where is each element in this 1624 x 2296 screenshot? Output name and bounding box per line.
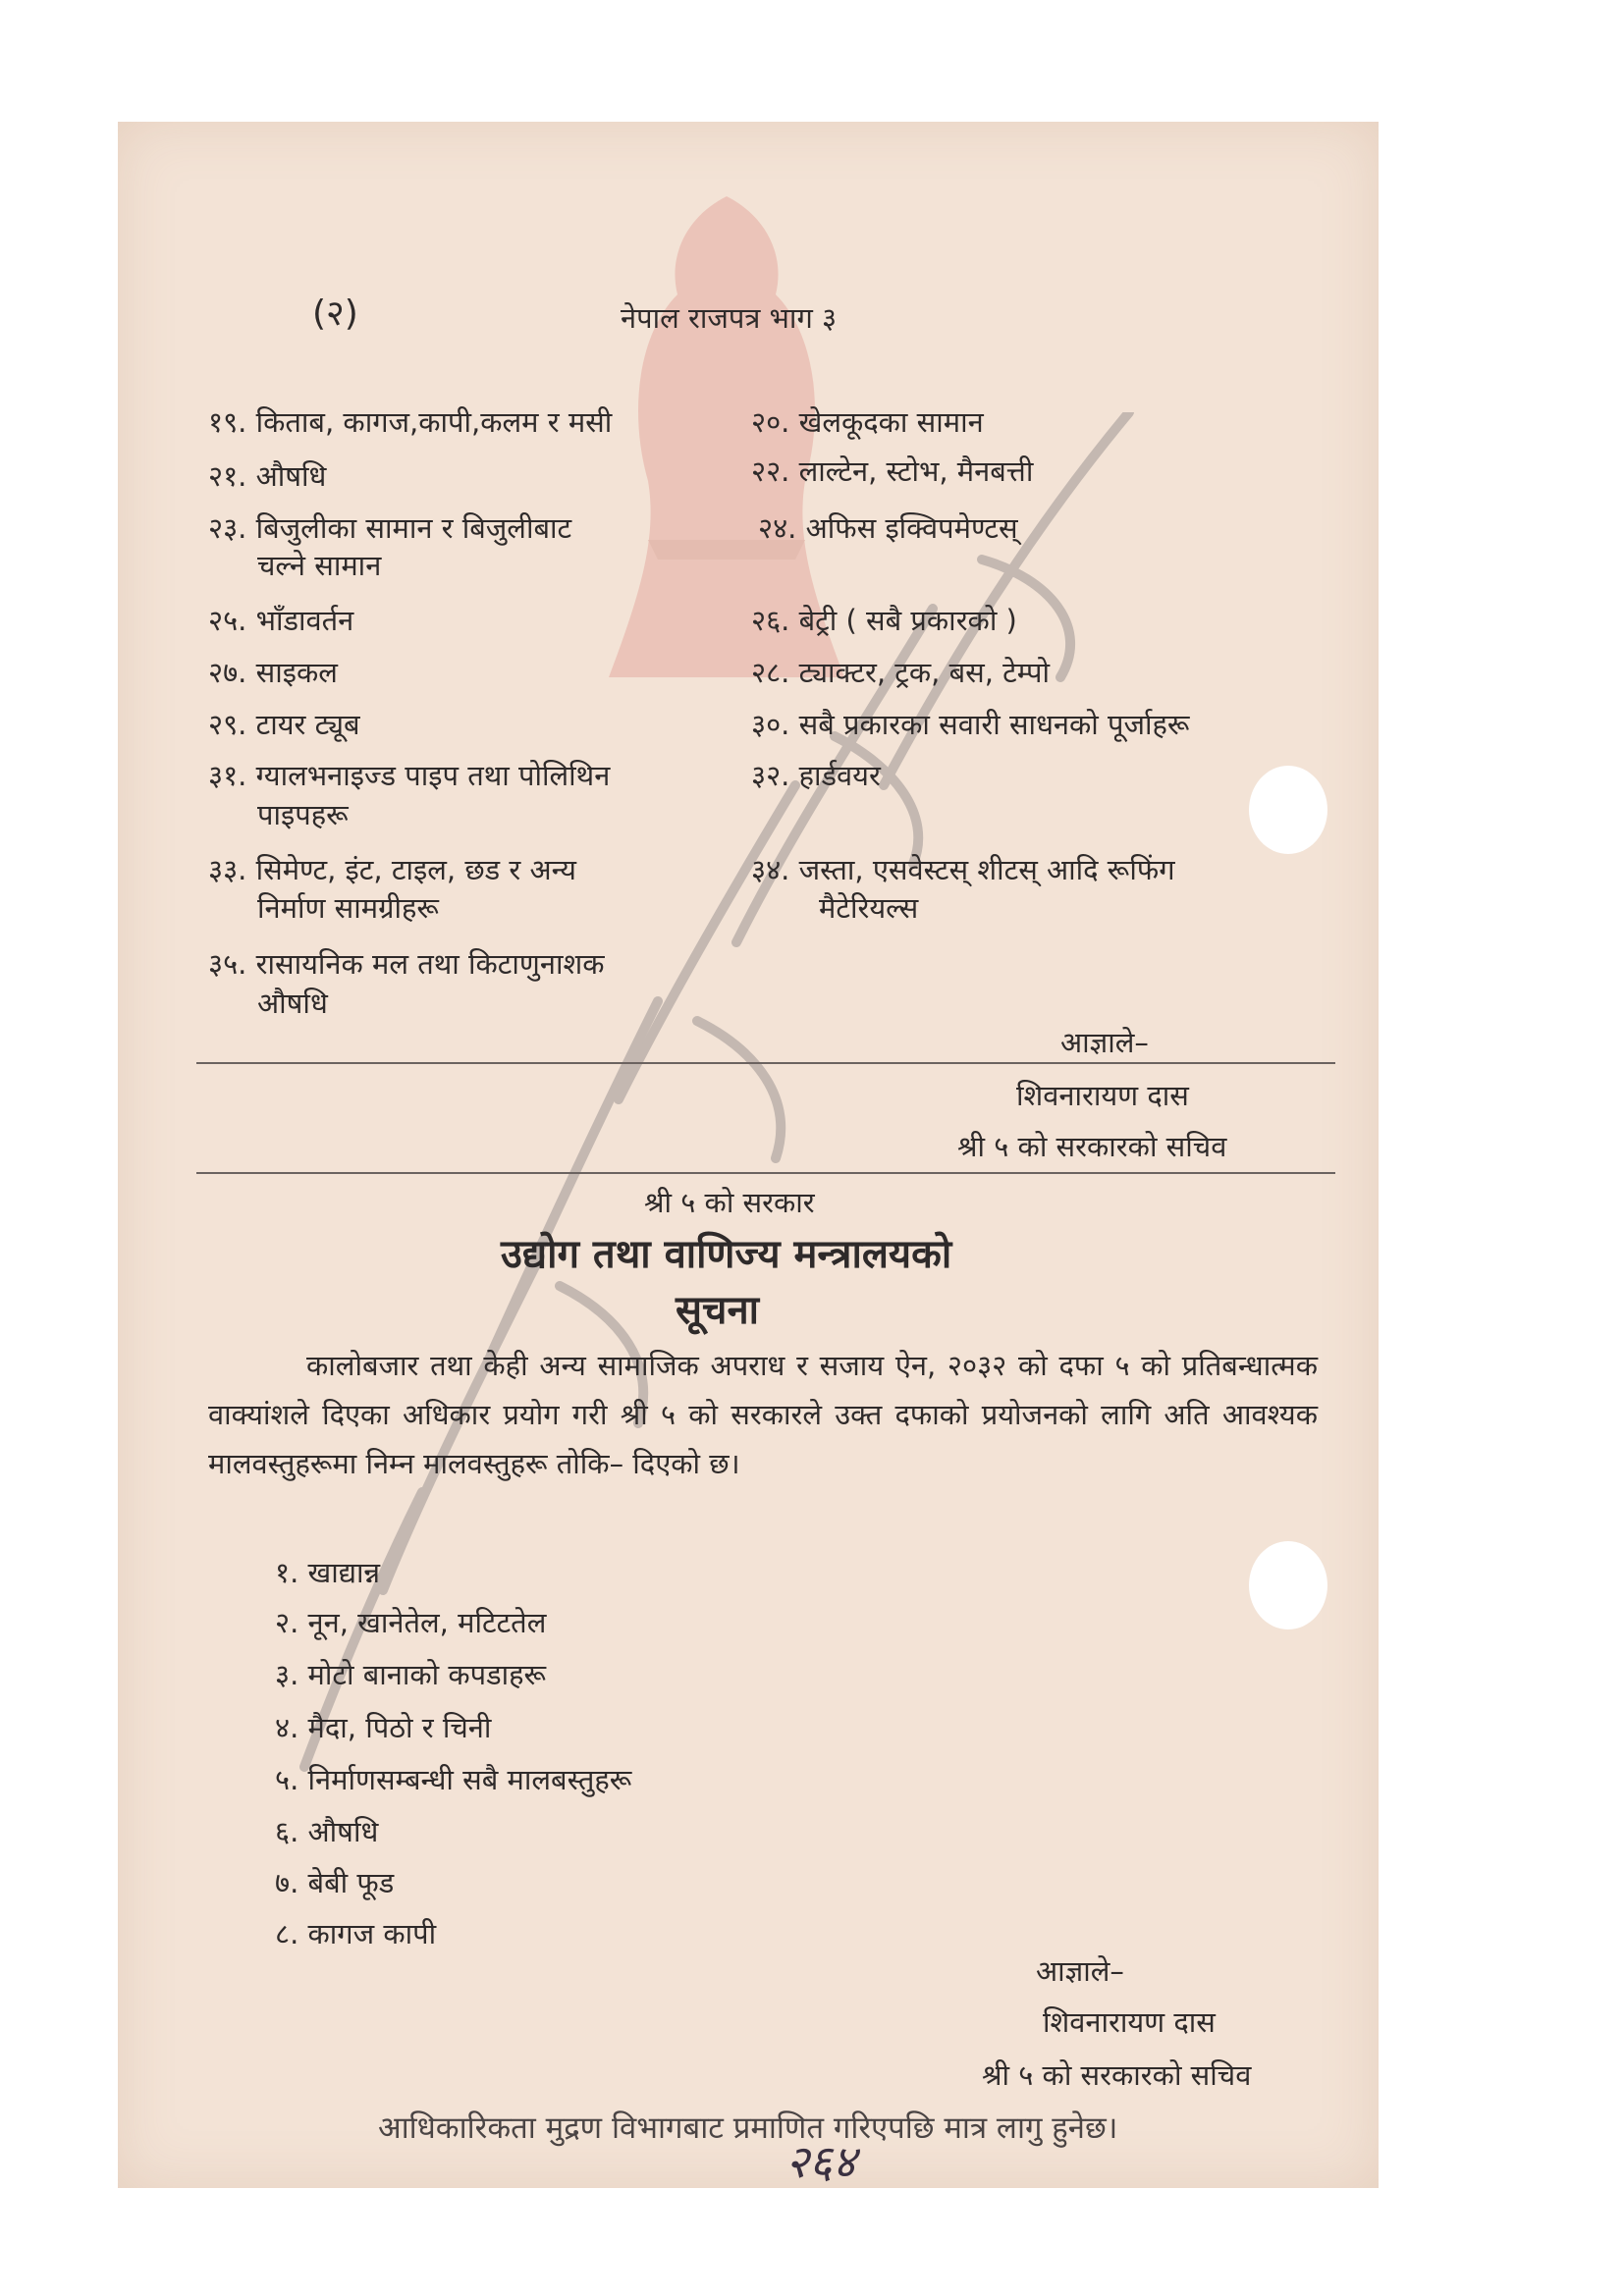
list-item: २६. बेट्री ( सबै प्रकारको ) <box>751 604 1017 637</box>
handwritten-page-number: २६४ <box>785 2135 856 2188</box>
notice-item: ७. बेबी फूड <box>275 1866 395 1899</box>
list-item: २७. साइकल <box>208 656 338 689</box>
authentication-note: आधिकारिकता मुद्रण विभागबाट प्रमाणित गरिएपछि मात्र लागु हुनेछ। <box>378 2110 1118 2146</box>
punch-hole-top <box>1249 766 1327 854</box>
signatory-designation: श्री ५ को सरकारको सचिव <box>957 1130 1227 1163</box>
list-item-continuation: निर्माण सामग्रीहरू <box>257 891 439 925</box>
list-item-continuation: औषधि <box>257 987 328 1020</box>
notice-item: ४. मैदा, पिठो र चिनी <box>275 1711 492 1744</box>
list-item: २३. बिजुलीका सामान र बिजुलीबाट <box>208 511 572 545</box>
page-number: (२) <box>312 294 358 334</box>
list-item: २०. खेलकूदका सामान <box>751 405 984 439</box>
by-order-label: आज्ञाले– <box>1036 1954 1124 1988</box>
list-item-continuation: पाइपहरू <box>257 798 349 831</box>
notice-item: ८. कागज कापी <box>275 1917 437 1950</box>
list-item: ३२. हार्डवयर <box>751 759 881 792</box>
list-item-continuation: चल्ने सामान <box>257 549 382 582</box>
notice-item: ३. मोटो बानाको कपडाहरू <box>275 1658 547 1691</box>
list-item: ३४. जस्ता, एसवेस्टस् शीटस् आदि रूफिंग <box>751 853 1175 886</box>
divider <box>196 1062 1335 1064</box>
list-item: ३१. ग्यालभनाइज्ड पाइप तथा पोलिथिन <box>208 759 611 792</box>
list-item: १९. किताब, कागज,कापी,कलम र मसी <box>208 405 613 439</box>
list-item: २४. अफिस इक्विपमेण्टस् <box>758 511 1018 545</box>
notice-item: २. नून, खानेतेल, मटिटतेल <box>275 1606 547 1639</box>
signatory-name: शिवनारायण दास <box>1016 1079 1189 1112</box>
punch-hole-bottom <box>1249 1541 1327 1629</box>
divider <box>196 1172 1335 1174</box>
notice-item: १. खाद्यान्न <box>275 1556 381 1589</box>
list-item: २२. लाल्टेन, स्टोभ, मैनबत्ती <box>751 454 1034 488</box>
gazette-title: नेपाल राजपत्र भाग ३ <box>621 301 838 335</box>
list-item: ३५. रासायनिक मल तथा किटाणुनाशक <box>208 947 605 981</box>
notice-paragraph: कालोबजार तथा केही अन्य सामाजिक अपराध र सजाय ऐन, २०३२ को दफा ५ को प्रतिबन्धात्मक वाक्यांशले दिएका अधिकार प्रयोग गरी श्री ५ को सरकारले उक्त दफाको प्रयोजनको लागि अति आवश्यक मालवस्तुहरूमा निम्न मालवस्तुहरू तोकि– दिएको छ। <box>208 1349 1318 1480</box>
notice-item: ६. औषधि <box>275 1815 379 1848</box>
by-order-label: आज्ञाले– <box>1060 1026 1149 1059</box>
list-item: ३०. सबै प्रकारका सवारी साधनको पूर्जाहरू <box>751 708 1190 741</box>
list-item: ३३. सिमेण्ट, इंट, टाइल, छड र अन्य <box>208 853 576 886</box>
list-item: २९. टायर ट्यूब <box>208 708 360 741</box>
list-item: २५. भाँडावर्तन <box>208 604 354 637</box>
list-item-continuation: मैटेरियल्स <box>819 891 919 925</box>
ministry-title: उद्योग तथा वाणिज्य मन्त्रालयको <box>501 1232 952 1277</box>
list-item: २१. औषधि <box>208 459 327 493</box>
signatory-name: शिवनारायण दास <box>1043 2005 1216 2039</box>
notice-item: ५. निर्माणसम्बन्धी सबै मालबस्तुहरू <box>275 1763 632 1796</box>
government-label: श्री ५ को सरकार <box>644 1186 815 1219</box>
list-item: २८. ट्याक्टर, ट्रक, बस, टेम्पो <box>751 656 1051 689</box>
notice-heading: सूचना <box>676 1288 759 1333</box>
signatory-designation: श्री ५ को सरकारको सचिव <box>982 2058 1252 2092</box>
